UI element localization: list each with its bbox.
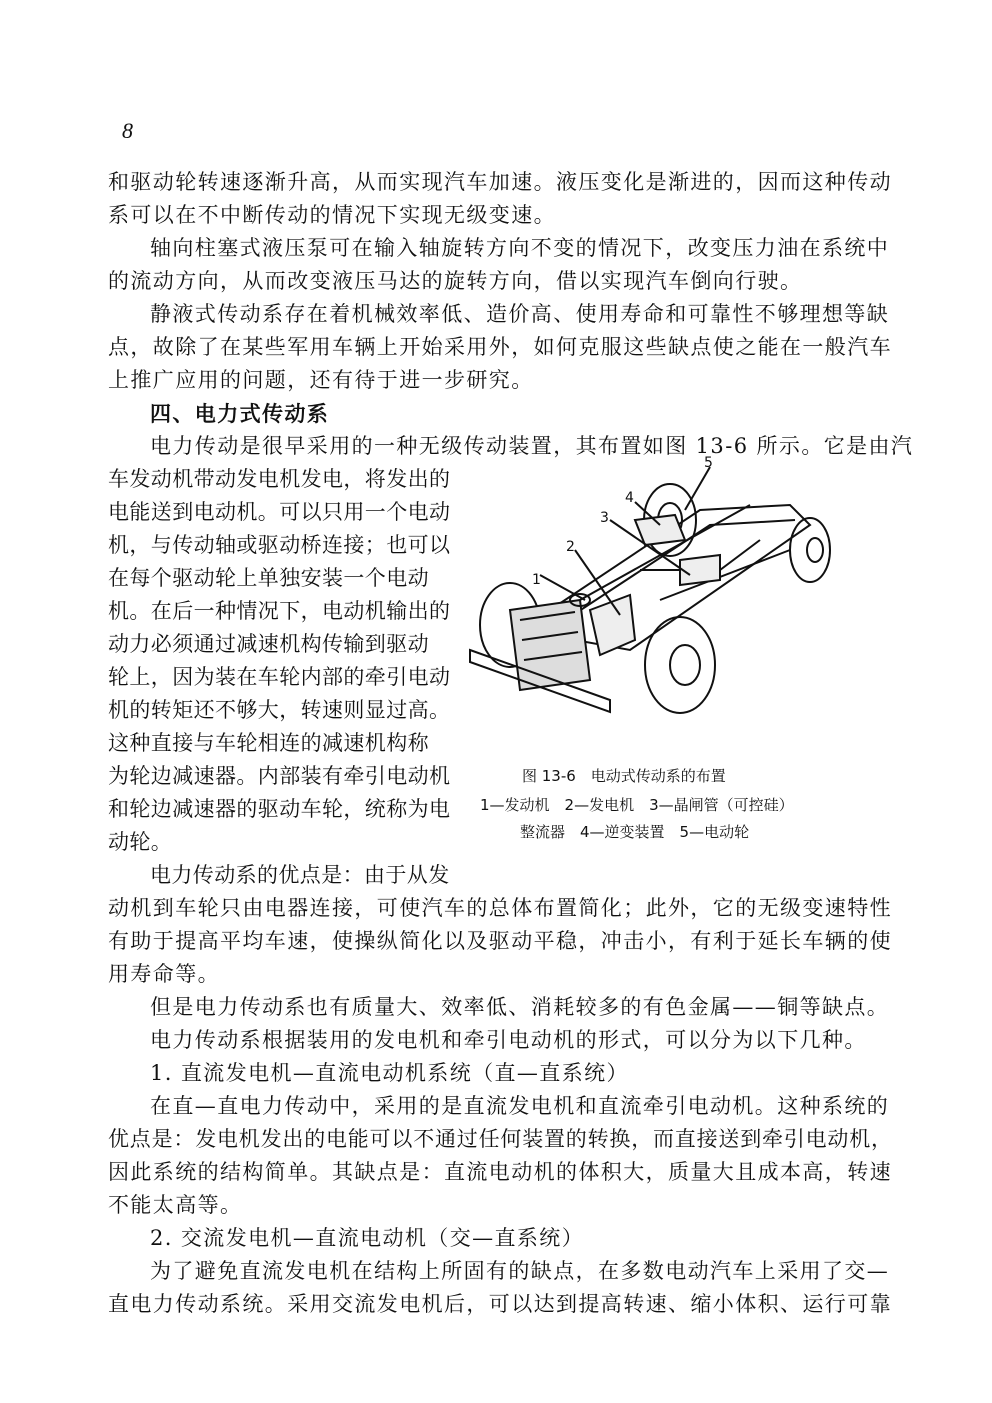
section-heading: 四、电力式传动系 xyxy=(150,401,330,426)
wrap-line: 为轮边减速器。内部装有牵引电动机 xyxy=(108,764,451,788)
text-line: 电力传动是很早采用的一种无级传动装置，其布置如图 13-6 所示。它是由汽 xyxy=(150,434,914,458)
subheading: 2. 交流发电机—直流电动机（交—直系统） xyxy=(150,1226,585,1250)
wrap-line: 在每个驱动轮上单独安装一个电动 xyxy=(108,566,429,590)
text-line: 在直—直电力传动中，采用的是直流发电机和直流牵引电动机。这种系统的 xyxy=(150,1094,890,1118)
text-line: 直电力传动系统。采用交流发电机后，可以达到提高转速、缩小体积、运行可靠 xyxy=(108,1292,892,1316)
text-line: 有助于提高平均车速，使操纵简化以及驱动平稳，冲击小，有利于延长车辆的使 xyxy=(108,929,892,953)
callout-4: 4 xyxy=(625,490,634,506)
callout-2: 2 xyxy=(566,539,575,555)
text-line: 但是电力传动系也有质量大、效率低、消耗较多的有色金属——铜等缺点。 xyxy=(150,995,890,1019)
figure-legend: 整流器 4—逆变装置 5—电动轮 xyxy=(520,823,750,841)
page-number: 8 xyxy=(122,118,133,143)
figure-caption: 图 13-6 电动式传动系的布置 xyxy=(522,767,726,785)
text-line: 优点是：发电机发出的电能可以不通过任何装置的转换，而直接送到牵引电动机， xyxy=(108,1127,893,1151)
text-line: 因此系统的结构简单。其缺点是：直流电动机的体积大，质量大且成本高，转速 xyxy=(108,1160,892,1184)
figure-legend: 1—发动机 2—发电机 3—晶闸管（可控硅） xyxy=(480,796,794,814)
text-line: 为了避免直流发电机在结构上所固有的缺点，在多数电动汽车上采用了交— xyxy=(150,1259,890,1283)
wrap-line: 轮上，因为装在车轮内部的牵引电动 xyxy=(108,665,451,689)
text-line: 系可以在不中断传动的情况下实现无级变速。 xyxy=(108,203,556,227)
callout-3: 3 xyxy=(600,510,609,526)
text-line: 静液式传动系存在着机械效率低、造价高、使用寿命和可靠性不够理想等缺 xyxy=(150,302,890,326)
wrap-line: 机。在后一种情况下，电动机输出的 xyxy=(108,599,451,623)
wrap-line: 车发动机带动发电机发电，将发出的 xyxy=(108,467,451,491)
text-line: 电力传动系根据装用的发电机和牵引电动机的形式，可以分为以下几种。 xyxy=(150,1028,867,1052)
wrap-line: 动轮。 xyxy=(108,830,173,854)
text-line: 动机到车轮只由电器连接，可使汽车的总体布置简化；此外，它的无级变速特性 xyxy=(108,896,892,920)
wrap-line: 电力传动系的优点是：由于从发 xyxy=(150,863,450,887)
text-line: 用寿命等。 xyxy=(108,962,220,986)
wrap-line: 机，与传动轴或驱动桥连接；也可以 xyxy=(108,533,451,557)
text-line: 不能太高等。 xyxy=(108,1193,243,1217)
text-line: 的流动方向，从而改变液压马达的旋转方向，借以实现汽车倒向行驶。 xyxy=(108,269,803,293)
subheading: 1. 直流发电机—直流电动机系统（直—直系统） xyxy=(150,1061,629,1085)
text-line: 上推广应用的问题，还有待于进一步研究。 xyxy=(108,368,534,392)
callout-5: 5 xyxy=(704,455,713,471)
wrap-line: 机的转矩还不够大，转速则显过高。 xyxy=(108,698,451,722)
wrap-line: 动力必须通过减速机构传输到驱动 xyxy=(108,632,429,656)
chassis-illustration xyxy=(460,450,840,750)
wrap-line: 这种直接与车轮相连的减速机构称 xyxy=(108,731,429,755)
text-line: 和驱动轮转速逐渐升高，从而实现汽车加速。液压变化是渐进的，因而这种传动 xyxy=(108,170,892,194)
wrap-line: 和轮边减速器的驱动车轮，统称为电 xyxy=(108,797,451,821)
text-line: 点，故除了在某些军用车辆上开始采用外，如何克服这些缺点使之能在一般汽车 xyxy=(108,335,892,359)
text-line: 轴向柱塞式液压泵可在输入轴旋转方向不变的情况下，改变压力油在系统中 xyxy=(150,236,890,260)
wrap-line: 电能送到电动机。可以只用一个电动 xyxy=(108,500,451,524)
callout-1: 1 xyxy=(532,572,541,588)
